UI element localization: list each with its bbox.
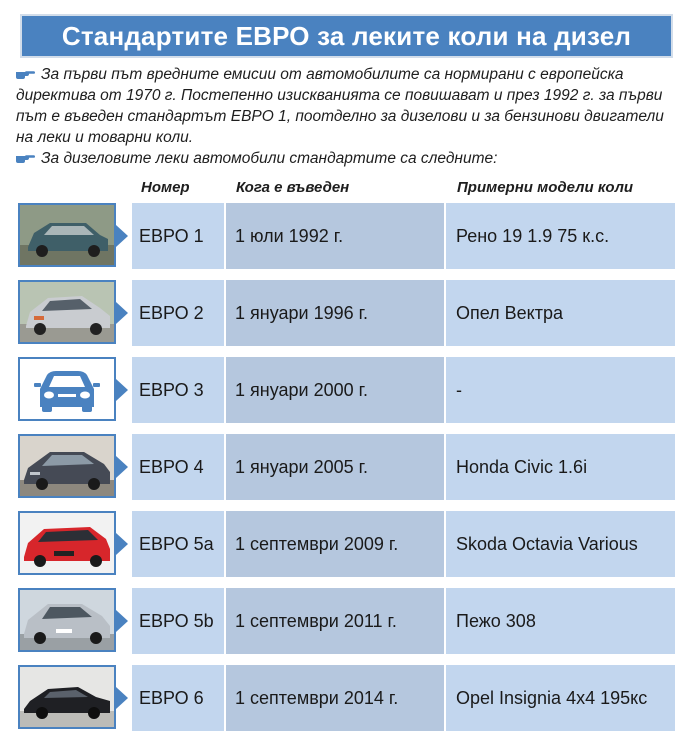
date-cell: 1 септември 2009 г. [226, 511, 444, 577]
row-pointer-arrow [116, 533, 128, 555]
standard-cell: ЕВРО 4 [132, 434, 224, 500]
model-cell: Рено 19 1.9 75 к.с. [446, 203, 675, 269]
date-cell: 1 януари 2005 г. [226, 434, 444, 500]
intro-paragraph-1-text: За първи път вредните емисии от автомобилите са нормирани с европейска директива от 1970 г. Постепенно изискванията се повишават и през 1992 г. за първи път е въведен стандартът ЕВРО 1, поотделно за дизелови и за бензинови двигатели на леки и товарни коли. [16, 66, 664, 146]
pointing-hand-icon [16, 68, 36, 80]
standard-cell: ЕВРО 5b [132, 588, 224, 654]
table-row [0, 665, 694, 731]
row-pointer-arrow [116, 225, 128, 247]
model-cell: Опел Вектра [446, 280, 675, 346]
standard-cell: ЕВРО 1 [132, 203, 224, 269]
table-row [0, 511, 694, 577]
date-cell: 1 септември 2011 г. [226, 588, 444, 654]
car-front-icon [18, 357, 116, 421]
standard-cell: ЕВРО 3 [132, 357, 224, 423]
intro-paragraph-2 [16, 148, 676, 169]
table-row [0, 588, 694, 654]
model-cell: Пежо 308 [446, 588, 675, 654]
standard-cell: ЕВРО 6 [132, 665, 224, 731]
row-pointer-arrow [116, 379, 128, 401]
intro-text [16, 64, 676, 169]
date-cell: 1 януари 2000 г. [226, 357, 444, 423]
model-cell: Honda Civic 1.6i [446, 434, 675, 500]
silver-hatchback-rear-photo [18, 280, 116, 344]
date-cell: 1 януари 1996 г. [226, 280, 444, 346]
row-pointer-arrow [116, 456, 128, 478]
row-pointer-arrow [116, 610, 128, 632]
model-cell: Skoda Octavia Various [446, 511, 675, 577]
green-sedan-photo [18, 203, 116, 267]
standard-cell: ЕВРО 2 [132, 280, 224, 346]
column-header-date: Кога е въведен [236, 179, 350, 196]
row-pointer-arrow [116, 302, 128, 324]
intro-paragraph-1 [16, 64, 676, 148]
column-header-models: Примерни модели коли [457, 179, 634, 196]
standard-cell: ЕВРО 5а [132, 511, 224, 577]
dark-hatchback-photo [18, 434, 116, 498]
date-cell: 1 юли 1992 г. [226, 203, 444, 269]
model-cell: Opel Insignia 4x4 195кс [446, 665, 675, 731]
intro-paragraph-2-text: За дизеловите леки автомобили стандартите са следните: [41, 150, 498, 167]
silver-hatchback-photo [18, 588, 116, 652]
table-row [0, 434, 694, 500]
model-cell: - [446, 357, 675, 423]
red-estate-photo [18, 511, 116, 575]
column-header-number: Номер [141, 179, 190, 196]
pointing-hand-icon [16, 152, 36, 164]
table-row [0, 357, 694, 423]
black-sedan-photo [18, 665, 116, 729]
table-row [0, 280, 694, 346]
table-row [0, 203, 694, 269]
row-pointer-arrow [116, 687, 128, 709]
date-cell: 1 септември 2014 г. [226, 665, 444, 731]
page-title: Стандартите ЕВРО за леките коли на дизел [20, 14, 673, 58]
